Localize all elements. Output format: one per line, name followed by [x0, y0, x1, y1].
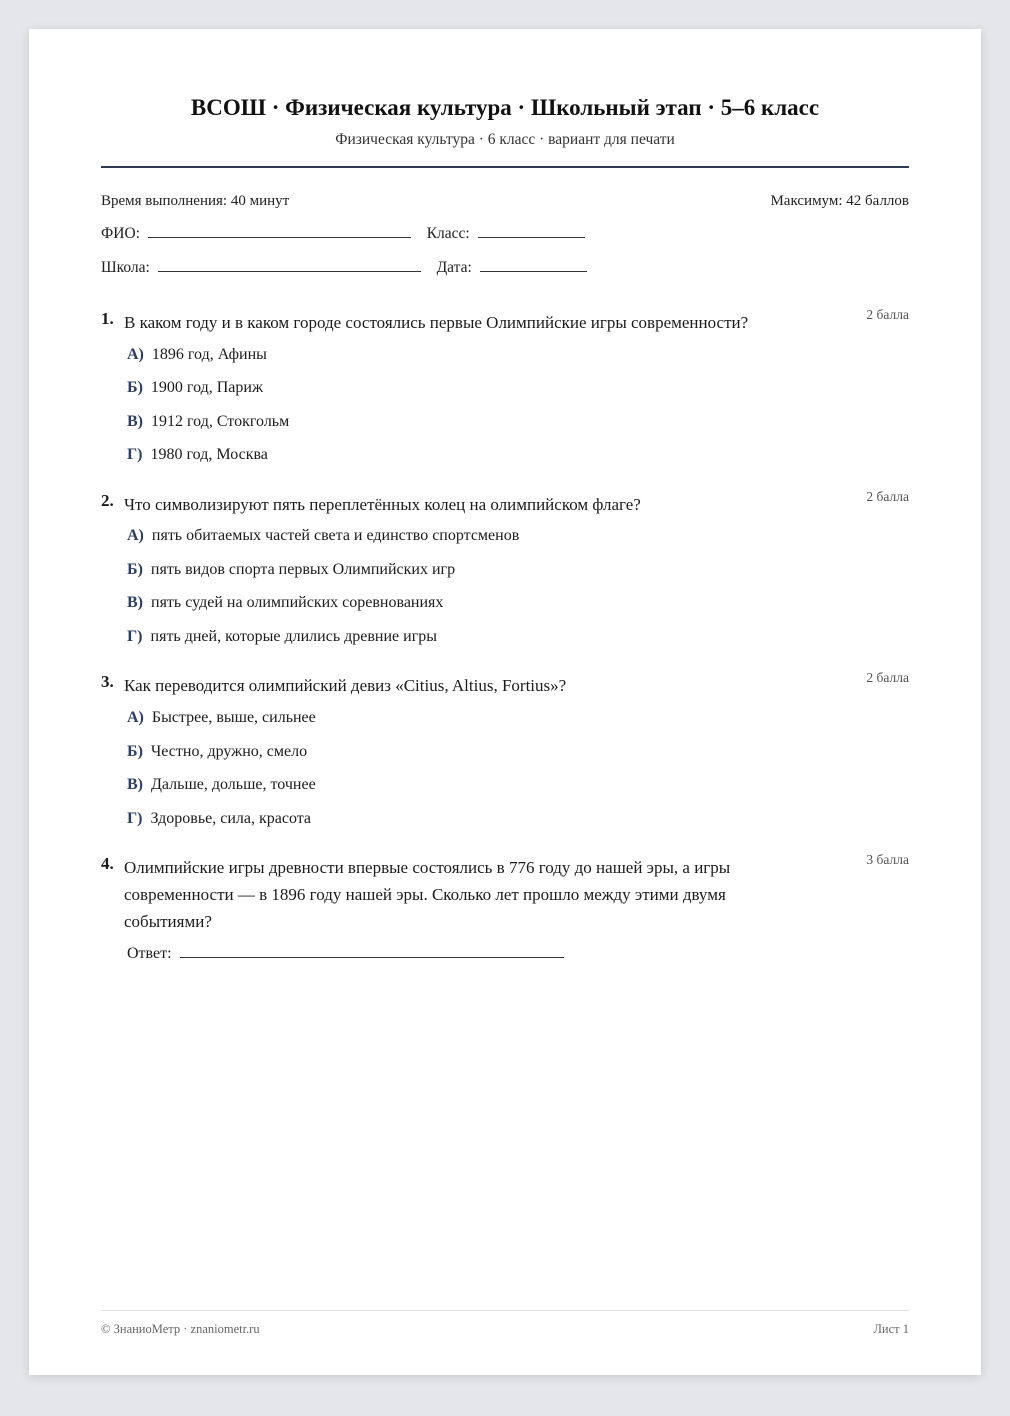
option-text: Быстрее, выше, сильнее: [151, 709, 316, 726]
question-points: 2 балла: [866, 489, 909, 504]
option-letter: Г): [127, 446, 143, 463]
footer-copyright: © ЗнаниоМетр · znaniometr.ru: [101, 1322, 260, 1336]
date-field[interactable]: [480, 270, 587, 272]
footer-page-number: Лист 1: [873, 1322, 909, 1336]
answer-field[interactable]: [180, 956, 564, 958]
option-letter: Г): [127, 810, 143, 827]
option-text: пять видов спорта первых Олимпийских игр: [150, 561, 456, 578]
answer-row: [127, 945, 564, 963]
document-content: [101, 29, 909, 1375]
option-d[interactable]: [127, 810, 311, 828]
page-subtitle: Физическая культура · 6 класс · вариант для печати: [335, 131, 675, 148]
option-c[interactable]: [127, 413, 289, 431]
option-letter: В): [127, 776, 143, 793]
option-text: пять судей на олимпийских соревнованиях: [151, 594, 444, 611]
school-date-row: [101, 259, 587, 277]
option-c[interactable]: [127, 594, 443, 612]
header-divider: [101, 166, 909, 168]
option-text: пять дней, которые длились древние игры: [150, 628, 438, 645]
date-label: Дата:: [436, 259, 472, 276]
question-number: 4.: [101, 854, 114, 873]
option-a[interactable]: [127, 346, 267, 364]
option-text: 1900 год, Париж: [150, 379, 264, 396]
question-text: Что символизируют пять переплетённых колец на олимпийском флаге?: [124, 495, 641, 514]
question-text: Как переводится олимпийский девиз «Citius, Altius, Fortius»?: [124, 676, 567, 695]
time-limit: Время выполнения: 40 минут: [101, 193, 290, 209]
footer-divider: [101, 1310, 909, 1311]
option-letter: Б): [127, 743, 143, 760]
fio-class-row: [101, 225, 585, 243]
question-text: Олимпийские игры древности впервые состоялись в 776 году до нашей эры, а игры современности — в 1896 году нашей эры. Сколько лет прошло между этими двумя событиями?: [124, 858, 731, 931]
option-text: Честно, дружно, смело: [150, 743, 308, 760]
question-number: 3.: [101, 672, 114, 691]
answer-label: Ответ:: [127, 945, 172, 962]
option-b[interactable]: [127, 743, 307, 761]
class-field[interactable]: [478, 236, 585, 238]
question-points: 2 балла: [866, 670, 909, 685]
option-d[interactable]: [127, 628, 437, 646]
option-letter: Г): [127, 628, 143, 645]
option-text: 1980 год, Москва: [150, 446, 268, 463]
option-text: пять обитаемых частей света и единство спортсменов: [151, 527, 520, 544]
question-number: 1.: [101, 309, 114, 328]
option-letter: А): [127, 346, 144, 363]
option-c[interactable]: [127, 776, 316, 794]
option-text: Здоровье, сила, красота: [150, 810, 312, 827]
option-letter: В): [127, 594, 143, 611]
option-text: 1896 год, Афины: [151, 346, 267, 363]
option-a[interactable]: [127, 527, 519, 545]
page-title: ВСОШ · Физическая культура · Школьный этап · 5–6 класс: [190, 95, 820, 120]
option-text: Дальше, дольше, точнее: [151, 776, 316, 793]
option-letter: А): [127, 709, 144, 726]
option-letter: Б): [127, 379, 143, 396]
class-label: Класс:: [426, 225, 470, 242]
max-score: Максимум: 42 баллов: [770, 193, 909, 209]
option-text: 1912 год, Стокгольм: [151, 413, 290, 430]
school-field[interactable]: [158, 270, 421, 272]
option-letter: В): [127, 413, 143, 430]
fio-label: ФИО:: [101, 225, 140, 242]
option-d[interactable]: [127, 446, 268, 464]
fio-field[interactable]: [148, 236, 411, 238]
question-points: 3 балла: [866, 852, 909, 867]
school-label: Школа:: [101, 259, 150, 276]
option-b[interactable]: [127, 561, 455, 579]
option-b[interactable]: [127, 379, 263, 397]
document-sheet: [29, 29, 981, 1375]
question-text: В каком году и в каком городе состоялись первые Олимпийские игры современности?: [124, 313, 749, 332]
question-number: 2.: [101, 491, 114, 510]
option-letter: Б): [127, 561, 143, 578]
option-a[interactable]: [127, 709, 316, 727]
question-points: 2 балла: [866, 307, 909, 322]
option-letter: А): [127, 527, 144, 544]
